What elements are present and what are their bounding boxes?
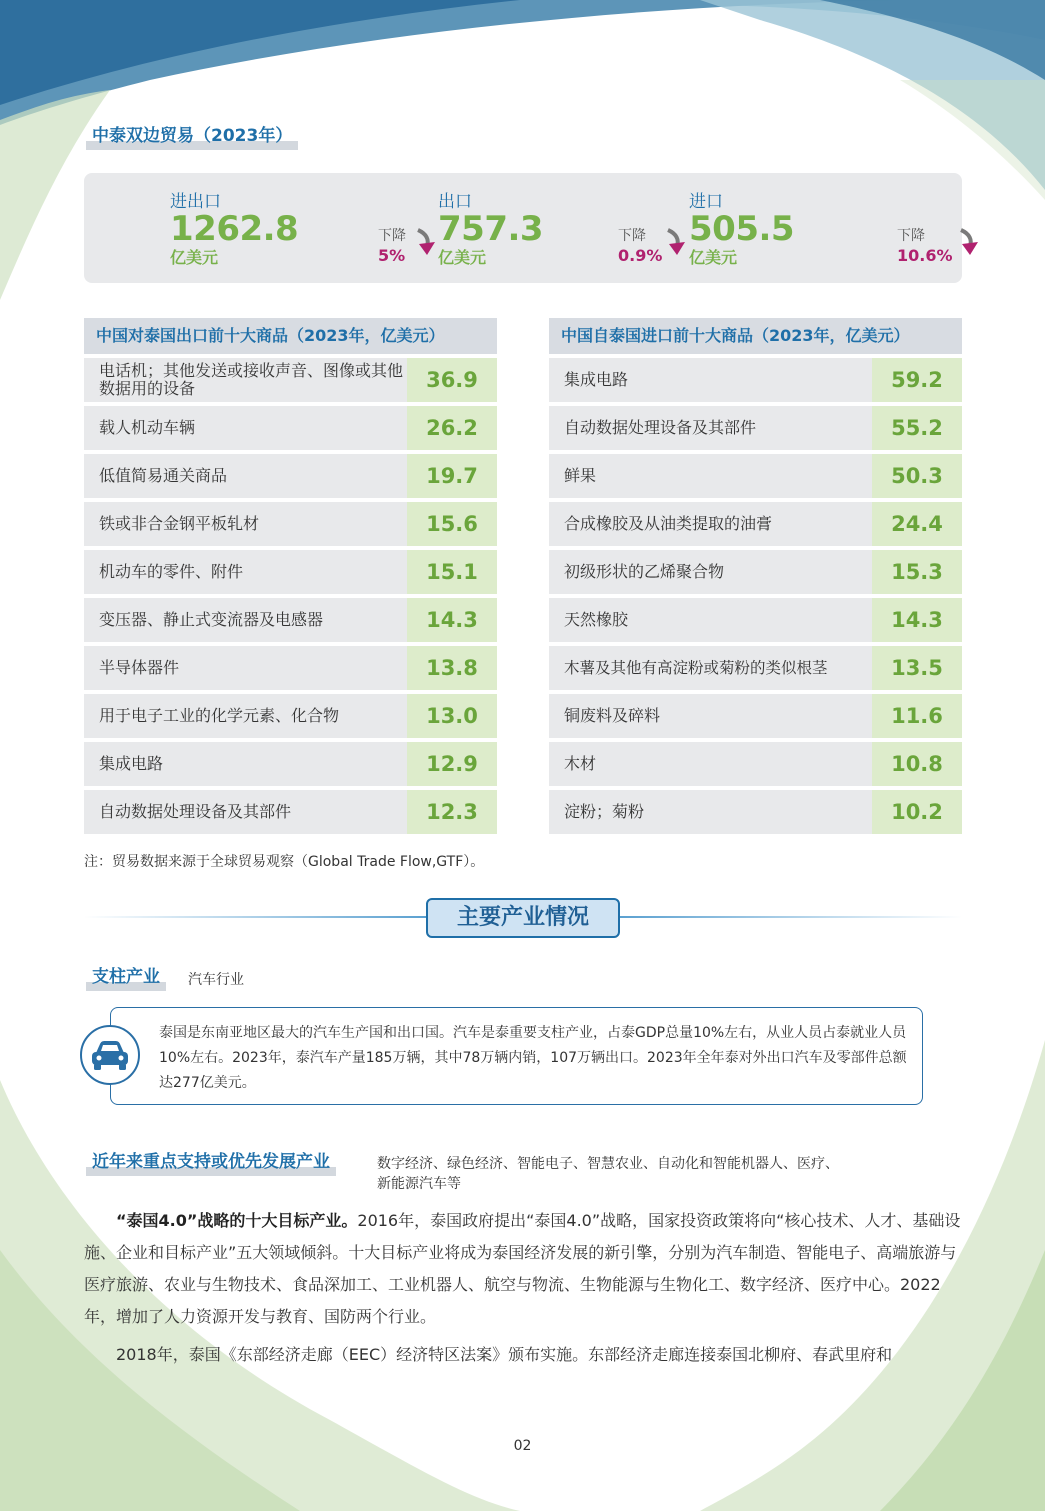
import-table-title: 中国自泰国进口前十大商品（2023年，亿美元） (549, 318, 962, 354)
table-row (549, 502, 962, 546)
item-value: 13.8 (407, 646, 497, 690)
import-table (549, 318, 962, 838)
priority-industries-line2: 新能源汽车等 (377, 1176, 461, 1192)
down-arrow-icon (665, 228, 687, 256)
summary-unit: 亿美元 (438, 248, 487, 267)
item-name: 用于电子工业的化学元素、化合物 (84, 694, 407, 738)
table-row (84, 454, 497, 498)
item-name: 集成电路 (549, 358, 872, 402)
summary-total (170, 173, 410, 283)
table-row (84, 550, 497, 594)
priority-heading: 近年来重点支持或优先发展产业 (86, 1151, 336, 1173)
paragraph-eec: 2018年，泰国《东部经济走廊（EEC）经济特区法案》颁布实施。东部经济走廊连接泰国北柳府、春武里府和 (116, 1345, 893, 1364)
summary-change-label: 下降 (618, 228, 646, 244)
table-row (84, 742, 497, 786)
paragraph-lead: “泰国4.0”战略的十大目标产业。 (116, 1211, 358, 1230)
item-value: 14.3 (872, 598, 962, 642)
summary-value: 1262.8 (170, 209, 299, 249)
table-row (84, 502, 497, 546)
priority-industries-line1: 数字经济、绿色经济、智能电子、智慧农业、自动化和智能机器人、医疗、 (377, 1156, 839, 1172)
item-name: 半导体器件 (84, 646, 407, 690)
table-row (84, 358, 497, 402)
item-value: 12.9 (407, 742, 497, 786)
item-value: 15.6 (407, 502, 497, 546)
item-value: 19.7 (407, 454, 497, 498)
item-name: 合成橡胶及从油类提取的油膏 (549, 502, 872, 546)
data-source-note: 注：贸易数据来源于全球贸易观察（Global Trade Flow,GTF）。 (84, 854, 485, 870)
table-row (84, 790, 497, 834)
table-row (549, 742, 962, 786)
item-value: 15.1 (407, 550, 497, 594)
export-table (84, 318, 497, 838)
item-value: 50.3 (872, 454, 962, 498)
item-value: 10.8 (872, 742, 962, 786)
table-row (84, 598, 497, 642)
summary-unit: 亿美元 (170, 248, 219, 267)
divider-line (618, 916, 962, 918)
item-value: 10.2 (872, 790, 962, 834)
summary-change-label: 下降 (378, 228, 406, 244)
item-name: 淀粉；菊粉 (549, 790, 872, 834)
item-name: 变压器、静止式变流器及电感器 (84, 598, 407, 642)
trade-summary-panel (84, 173, 962, 283)
item-value: 12.3 (407, 790, 497, 834)
summary-unit: 亿美元 (689, 248, 738, 267)
table-row (549, 646, 962, 690)
paragraph-body: 2016年，泰国政府提出“泰国4.0”战略，国家投资政策将向“核心技术、人才、基础设施、企业和目标产业”五大领域倾斜。十大目标产业将成为泰国经济发展的新引擎，分别为汽车制造、智能电子、高端旅游与医疗旅游、农业与生物技术、食品深加工、工业机器人、航空与物流、生物能源与生物化工、数字经济、医疗中心。2022年，增加了人力资源开发与教育、国防两个行业。 (84, 1211, 961, 1326)
summary-label: 出口 (438, 192, 472, 212)
table-row (84, 646, 497, 690)
summary-value: 505.5 (689, 209, 795, 249)
pillar-heading: 支柱产业 (86, 966, 166, 988)
item-value: 26.2 (407, 406, 497, 450)
table-row (84, 406, 497, 450)
item-name: 初级形状的乙烯聚合物 (549, 550, 872, 594)
summary-label: 进出口 (170, 192, 221, 212)
summary-import (689, 173, 953, 283)
summary-change: 0.9% (618, 246, 663, 265)
item-name: 电话机；其他发送或接收声音、图像或其他数据用的设备 (84, 358, 407, 402)
item-name: 低值简易通关商品 (84, 454, 407, 498)
item-name: 自动数据处理设备及其部件 (549, 406, 872, 450)
table-row (549, 790, 962, 834)
table-row (549, 694, 962, 738)
item-value: 59.2 (872, 358, 962, 402)
summary-change: 10.6% (897, 246, 953, 265)
section-title: 主要产业情况 (426, 898, 620, 938)
table-row (549, 406, 962, 450)
item-value: 13.5 (872, 646, 962, 690)
item-name: 铁或非合金钢平板轧材 (84, 502, 407, 546)
table-row (549, 358, 962, 402)
divider-line (84, 916, 428, 918)
item-name: 自动数据处理设备及其部件 (84, 790, 407, 834)
summary-value: 757.3 (438, 209, 544, 249)
table-row (549, 598, 962, 642)
item-name: 木材 (549, 742, 872, 786)
down-arrow-icon (958, 228, 980, 256)
table-row (84, 694, 497, 738)
car-icon (80, 1025, 140, 1085)
summary-export (438, 173, 678, 283)
item-value: 11.6 (872, 694, 962, 738)
item-name: 集成电路 (84, 742, 407, 786)
page-number: 02 (513, 1438, 532, 1454)
summary-change: 5% (378, 246, 406, 265)
item-value: 15.3 (872, 550, 962, 594)
item-value: 14.3 (407, 598, 497, 642)
summary-change-label: 下降 (897, 228, 925, 244)
item-value: 36.9 (407, 358, 497, 402)
item-name: 木薯及其他有高淀粉或菊粉的类似根茎 (549, 646, 872, 690)
export-table-title: 中国对泰国出口前十大商品（2023年，亿美元） (84, 318, 497, 354)
table-row (549, 550, 962, 594)
item-value: 24.4 (872, 502, 962, 546)
pillar-description: 泰国是东南亚地区最大的汽车生产国和出口国。汽车是泰重要支柱产业，占泰GDP总量10%左右，从业人员占泰就业人员10%左右。2023年，泰汽车产量185万辆，其中78万辆内销，107万辆出口。2023年全年泰对外出口汽车及零部件总额达277亿美元。 (159, 1025, 907, 1091)
trade-heading: 中泰双边贸易（2023年） (86, 125, 298, 147)
item-name: 天然橡胶 (549, 598, 872, 642)
pillar-description-box (110, 1007, 923, 1105)
item-value: 13.0 (407, 694, 497, 738)
item-name: 机动车的零件、附件 (84, 550, 407, 594)
table-row (549, 454, 962, 498)
paragraph-thailand-4 (84, 1205, 964, 1333)
item-name: 载人机动车辆 (84, 406, 407, 450)
item-name: 铜废料及碎料 (549, 694, 872, 738)
summary-label: 进口 (689, 192, 723, 212)
pillar-industry: 汽车行业 (188, 972, 244, 988)
item-name: 鲜果 (549, 454, 872, 498)
item-value: 55.2 (872, 406, 962, 450)
down-arrow-icon (415, 228, 437, 256)
